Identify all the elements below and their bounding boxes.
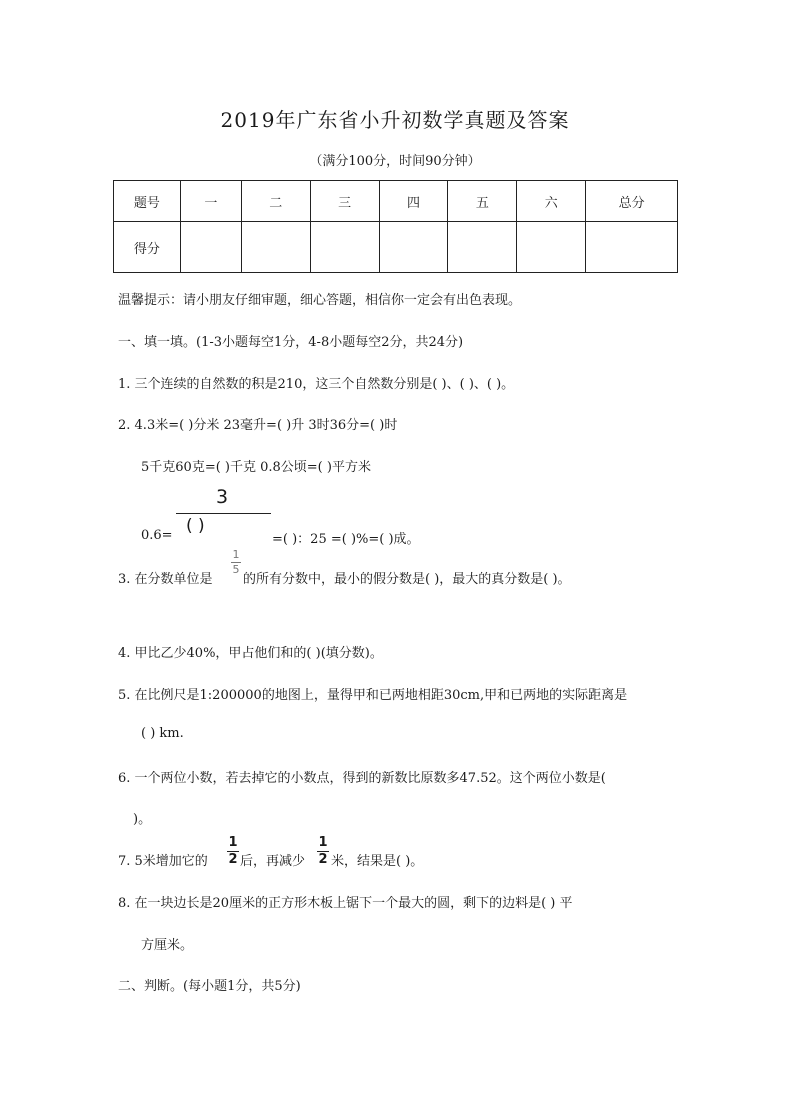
question-2-line-3-suffix: =( )：25 =( )%=( )成。: [272, 532, 420, 547]
page-subtitle: （满分100分，时间90分钟）: [309, 154, 481, 169]
question-8-line-1: 8. 在一块边长是20厘米的正方形木板上锯下一个最大的圆，剩下的边料是( ) 平: [118, 896, 573, 911]
question-3-prefix: 3. 在分数单位是: [118, 572, 213, 587]
section-1-heading: 一、填一填。(1-3小题每空1分，4-8小题每空2分，共24分): [118, 335, 464, 350]
score-cell[interactable]: [448, 222, 517, 273]
score-header-cell: 四: [379, 181, 448, 222]
score-cell[interactable]: [180, 222, 241, 273]
score-header-cell: 六: [517, 181, 586, 222]
question-7-part-b: 后，再减少: [240, 854, 306, 869]
question-7-part-c: 米，结果是( )。: [331, 854, 424, 869]
score-header-cell: 总分: [586, 181, 678, 222]
fraction-denominator-blank: ( ): [186, 516, 205, 536]
question-6-line-2: )。: [133, 812, 152, 827]
question-4: 4. 甲比乙少40%，甲占他们和的( )(填分数)。: [118, 646, 383, 661]
score-row-label: 得分: [114, 222, 181, 273]
score-header-cell: 题号: [114, 181, 181, 222]
question-5-line-2: ( ) km.: [141, 726, 184, 741]
score-table-header-row: [114, 181, 678, 222]
fraction-one-half: [317, 836, 329, 867]
question-7-part-a: 7. 5米增加它的: [118, 854, 208, 869]
score-cell[interactable]: [310, 222, 379, 273]
fraction-one-fifth: [231, 549, 241, 576]
score-table-score-row: [114, 222, 678, 273]
fraction-denominator: 5: [232, 563, 240, 576]
question-2-line-2: 5千克60克=( )千克 0.8公顷=( )平方米: [141, 460, 371, 475]
page-title: 2019年广东省小升初数学真题及答案: [220, 108, 570, 132]
score-table: [113, 180, 678, 273]
fraction-bar: [176, 513, 271, 514]
score-header-cell: 二: [241, 181, 310, 222]
score-header-cell: 五: [448, 181, 517, 222]
question-6-line-1: 6. 一个两位小数，若去掉它的小数点，得到的新数比原数多47.52。这个两位小数是(: [118, 771, 606, 786]
question-2-line-3-prefix: 0.6=: [141, 528, 173, 543]
fraction-numerator: 1: [318, 835, 328, 850]
question-8-line-2: 方厘米。: [141, 938, 194, 953]
fraction-denominator: 2: [228, 852, 238, 867]
fraction-numerator: 3: [216, 486, 229, 508]
section-2-heading: 二、判断。(每小题1分，共5分): [118, 979, 301, 994]
score-cell[interactable]: [517, 222, 586, 273]
tip-text: 温馨提示：请小朋友仔细审题，细心答题，相信你一定会有出色表现。: [118, 293, 522, 308]
fraction-denominator: 2: [318, 852, 328, 867]
fraction-one-half: [227, 836, 239, 867]
fraction-numerator: 1: [232, 548, 240, 561]
question-3-suffix: 的所有分数中，最小的假分数是( )，最大的真分数是( )。: [243, 572, 571, 587]
question-1: 1. 三个连续的自然数的积是210，这三个自然数分别是( )、( )、( )。: [118, 377, 515, 392]
score-cell[interactable]: [586, 222, 678, 273]
score-header-cell: 三: [310, 181, 379, 222]
score-header-cell: 一: [180, 181, 241, 222]
score-cell[interactable]: [379, 222, 448, 273]
question-5-line-1: 5. 在比例尺是1:200000的地图上，量得甲和已两地相距30cm,甲和已两地的实际距离是: [118, 688, 628, 703]
score-cell[interactable]: [241, 222, 310, 273]
question-2-line-1: 2. 4.3米=( )分米 23毫升=( )升 3时36分=( )时: [118, 418, 398, 433]
fraction-numerator: 1: [228, 835, 238, 850]
